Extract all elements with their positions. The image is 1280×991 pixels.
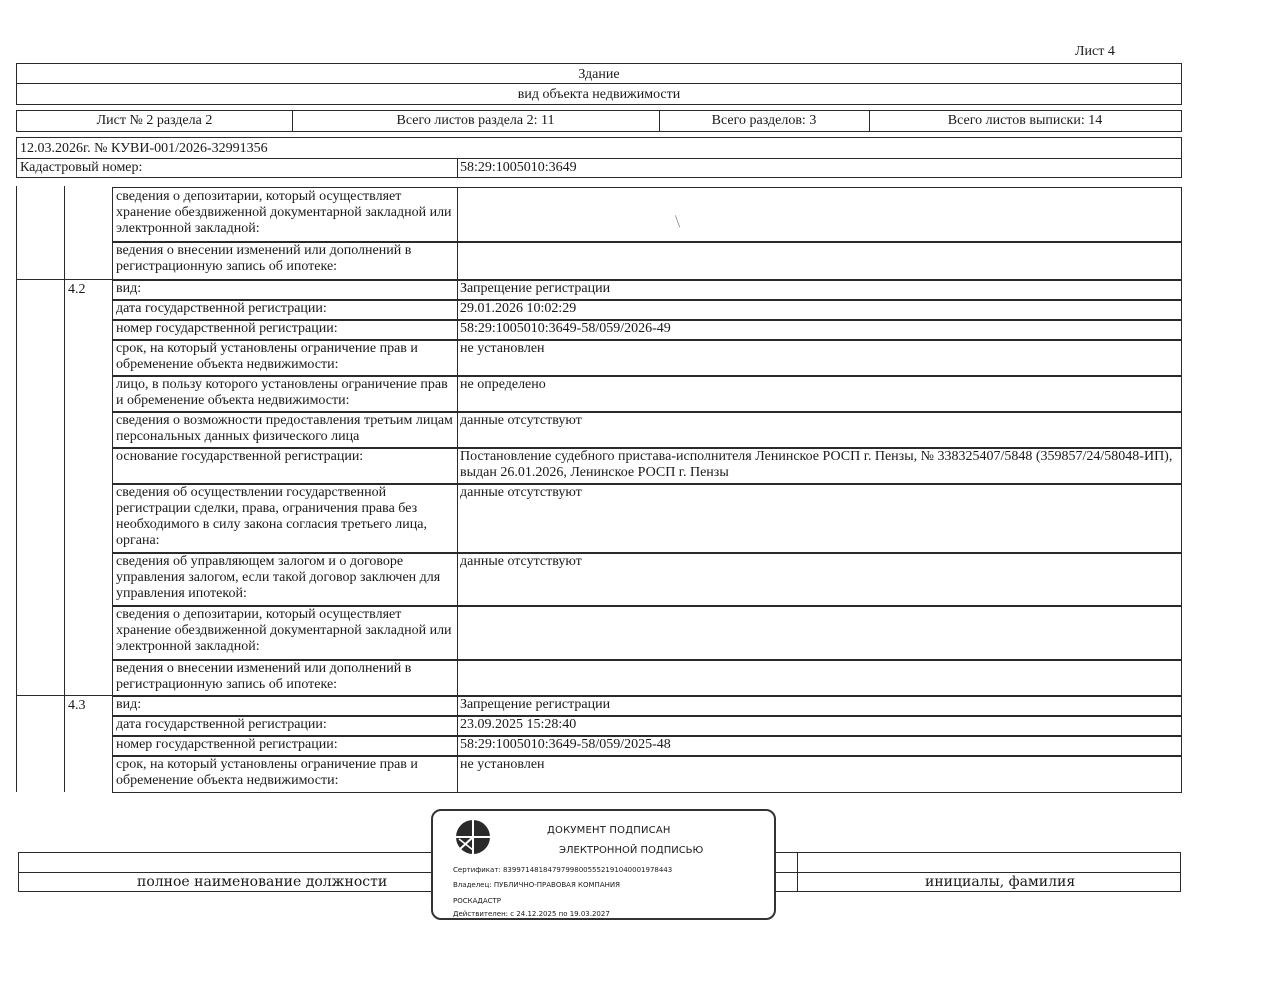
divider: [457, 484, 458, 553]
divider: [457, 716, 458, 736]
row-value: 23.09.2025 15:28:40: [460, 717, 577, 732]
entry-separator: [16, 695, 114, 696]
total-sheets-section: Всего листов раздела 2: 11: [396, 113, 555, 128]
row-value: 58:29:1005010:3649-58/059/2026-49: [460, 321, 671, 336]
entry-separator: [16, 279, 114, 280]
row-value: Запрещение регистрации: [460, 697, 611, 712]
name-caption: инициалы, фамилия: [925, 874, 1076, 890]
table-row: [112, 659, 1182, 697]
table-row: [112, 695, 1182, 717]
row-label: сведения о возможности предоставления третьим лицам персональных данных физического лица: [116, 413, 453, 444]
sheet-info-box: [16, 110, 1182, 132]
doc-header-box: [16, 137, 1182, 178]
table-left-border: [16, 186, 17, 792]
divider: [457, 696, 458, 716]
stamp-title-line2: ЭЛЕКТРОННОЙ ПОДПИСЬЮ: [559, 845, 704, 856]
row-label: ведения о внесении изменений или дополнений в регистрационную запись об ипотеке:: [116, 661, 412, 692]
table-row: [112, 279, 1182, 301]
row-label: сведения об осуществлении государственной регистрации сделки, права, ограничения права без необходимого в силу закона согласия третьего лица, органа:: [116, 485, 427, 548]
row-label: срок, на который установлены ограничение прав и обременение объекта недвижимости:: [116, 341, 418, 372]
table-row: [112, 187, 1182, 243]
divider: [457, 280, 458, 300]
row-value: Постановление судебного пристава-исполнителя Ленинское РОСП г. Пензы, № 338325407/5848 (359857/24/58048-ИП), выдан 26.01.2026, Ленинское РОСП г. Пензы: [460, 449, 1173, 480]
row-label: сведения о депозитарии, который осуществляет хранение обездвиженной документарной закладной или электронной закладной:: [116, 189, 452, 236]
divider: [457, 300, 458, 320]
table-number-column-border: [64, 186, 65, 792]
stamp-owner: Владелец: ПУБЛИЧНО-ПРАВОВАЯ КОМПАНИЯ: [453, 881, 620, 889]
cadastral-number: 58:29:1005010:3649: [460, 160, 577, 175]
row-label: сведения об управляющем залогом и о договоре управления залогом, если такой договор заключен для управления ипотекой:: [116, 554, 441, 601]
stamp-certificate: Сертификат: 83997148184797998005552191040001978443: [453, 866, 673, 874]
row-label: номер государственной регистрации:: [116, 321, 338, 336]
table-row: [112, 299, 1182, 321]
divider: [17, 83, 1181, 84]
object-type: Здание: [578, 67, 620, 82]
divider: [457, 553, 458, 606]
divider: [457, 736, 458, 756]
table-row: [112, 375, 1182, 413]
row-label: вид:: [116, 697, 142, 712]
table-row: [112, 339, 1182, 377]
row-label: вид:: [116, 281, 142, 296]
row-value: не установлен: [460, 341, 545, 356]
divider: [457, 188, 458, 242]
row-label: дата государственной регистрации:: [116, 717, 327, 732]
total-sheets-extract: Всего листов выписки: 14: [947, 113, 1103, 128]
divider: [457, 660, 458, 696]
divider: [457, 448, 458, 484]
row-value: не установлен: [460, 757, 545, 772]
object-type-box: [16, 63, 1182, 105]
row-value: данные отсутствуют: [460, 485, 582, 500]
position-caption: полное наименование должности: [137, 874, 388, 890]
row-label: ведения о внесении изменений или дополнений в регистрационную запись об ипотеке:: [116, 243, 412, 274]
total-sections: Всего разделов: 3: [711, 113, 817, 128]
divider: [457, 158, 458, 177]
sheet-number: Лист 4: [1075, 44, 1115, 59]
entry-number-4-3: 4.3: [68, 698, 86, 713]
row-value: 29.01.2026 10:02:29: [460, 301, 577, 316]
table-row: [112, 411, 1182, 449]
row-label: срок, на который установлены ограничение прав и обременение объекта недвижимости:: [116, 757, 418, 788]
divider: [457, 756, 458, 792]
sheet-of-section: Лист № 2 раздела 2: [96, 113, 213, 128]
row-value: данные отсутствуют: [460, 413, 582, 428]
divider: [457, 242, 458, 280]
table-row: [112, 319, 1182, 341]
row-label: дата государственной регистрации:: [116, 301, 327, 316]
divider: [457, 320, 458, 340]
row-value: не определено: [460, 377, 546, 392]
object-type-caption: вид объекта недвижимости: [517, 87, 681, 102]
divider: [457, 376, 458, 412]
stamp-validity: Действителен: с 24.12.2025 по 19.03.2027: [453, 910, 610, 918]
row-label: лицо, в пользу которого установлены ограничение прав и обременение объекта недвижимости:: [116, 377, 448, 408]
stamp-title-line1: ДОКУМЕНТ ПОДПИСАН: [547, 825, 671, 836]
row-value: Запрещение регистрации: [460, 281, 611, 296]
row-value: данные отсутствуют: [460, 554, 582, 569]
divider: [457, 412, 458, 448]
table-row: [112, 715, 1182, 737]
entry-number-4-2: 4.2: [68, 282, 86, 297]
rosreestr-emblem-icon: [453, 817, 493, 859]
row-label: основание государственной регистрации:: [116, 449, 364, 464]
extract-date-number: 12.03.2026г. № КУВИ-001/2026-32991356: [20, 141, 268, 156]
row-label: сведения о депозитарии, который осуществляет хранение обездвиженной документарной закладной или электронной закладной:: [116, 607, 452, 654]
row-value: 58:29:1005010:3649-58/059/2025-48: [460, 737, 671, 752]
divider: [797, 853, 798, 891]
row-label: номер государственной регистрации:: [116, 737, 338, 752]
table-row: [112, 605, 1182, 661]
cadastral-label: Кадастровый номер:: [20, 160, 143, 175]
divider: [17, 158, 1181, 159]
table-row: [112, 735, 1182, 757]
table-row: [112, 241, 1182, 281]
pen-mark: ᛁ: [671, 214, 685, 232]
table-row: [112, 755, 1182, 793]
table-row: [112, 552, 1182, 607]
table-row: [112, 483, 1182, 554]
table-row: [112, 447, 1182, 485]
divider: [457, 340, 458, 376]
stamp-owner-cont: РОСКАДАСТР: [453, 897, 502, 905]
electronic-signature-stamp: [431, 809, 776, 920]
divider: [457, 606, 458, 660]
